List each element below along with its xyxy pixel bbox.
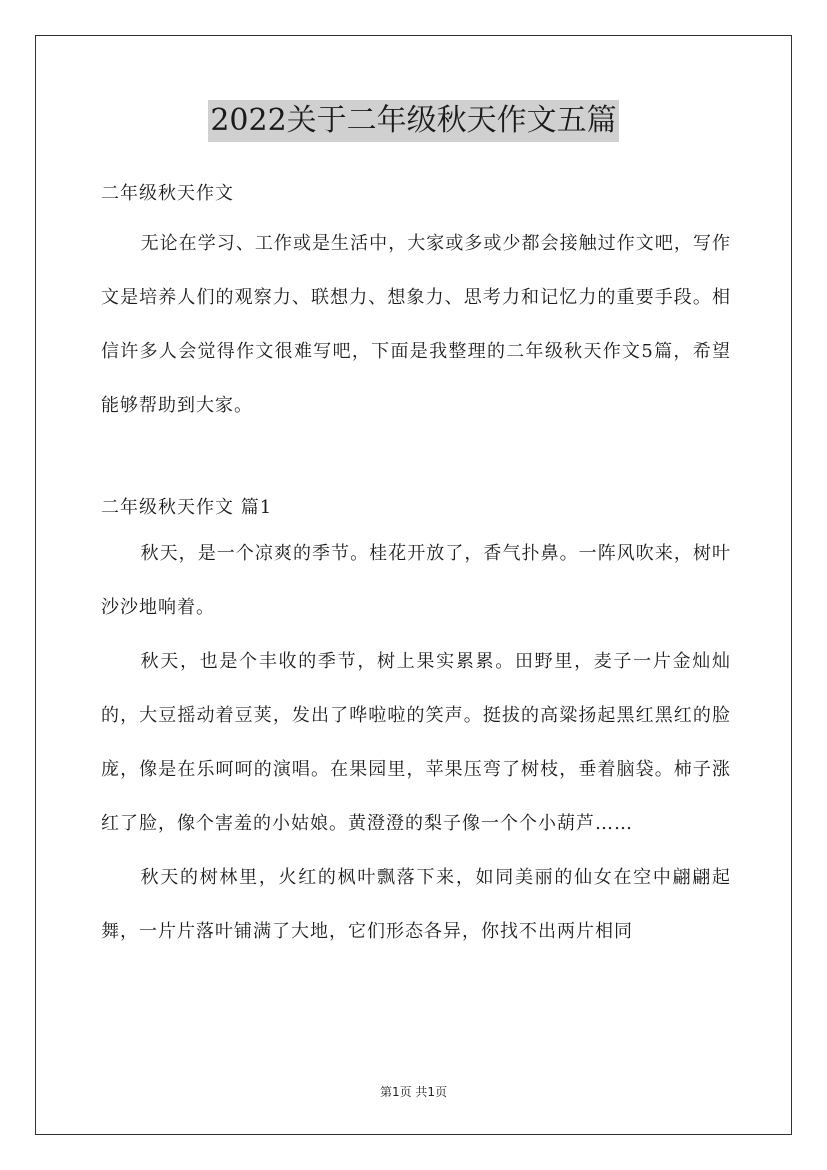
title-wrap xyxy=(0,100,827,142)
section-heading: 二年级秋天作文 xyxy=(101,183,234,204)
essay-paragraph: 秋天的树林里，火红的枫叶飘落下来，如同美丽的仙女在空中翩翩起舞，一片片落叶铺满了大地，它们形态各异，你找不出两片相同 xyxy=(101,867,731,942)
page-footer: 第1页 共1页 xyxy=(379,1085,448,1099)
essay-heading: 二年级秋天作文 篇1 xyxy=(101,497,273,518)
essay-paragraph: 秋天，是一个凉爽的季节。桂花开放了，香气扑鼻。一阵风吹来，树叶沙沙地响着。 xyxy=(101,543,731,618)
essay-paragraph: 秋天，也是个丰收的季节，树上果实累累。田野里，麦子一片金灿灿的，大豆摇动着豆荚，发出了哗啦啦的笑声。挺拔的高粱扬起黑红黑红的脸庞，像是在乐呵呵的演唱。在果园里，苹果压弯了树枝，垂着脑袋。柿子涨红了脸，像个害羞的小姑娘。黄澄澄的梨子像一个个小葫芦…… xyxy=(101,651,731,834)
document-title: 2022关于二年级秋天作文五篇 xyxy=(208,100,618,142)
intro-paragraph: 无论在学习、工作或是生活中，大家或多或少都会接触过作文吧，写作文是培养人们的观察力、联想力、想象力、思考力和记忆力的重要手段。相信许多人会觉得作文很难写吧，下面是我整理的二年级秋天作文5篇，希望能够帮助到大家。 xyxy=(101,233,731,416)
document-body xyxy=(101,175,731,959)
